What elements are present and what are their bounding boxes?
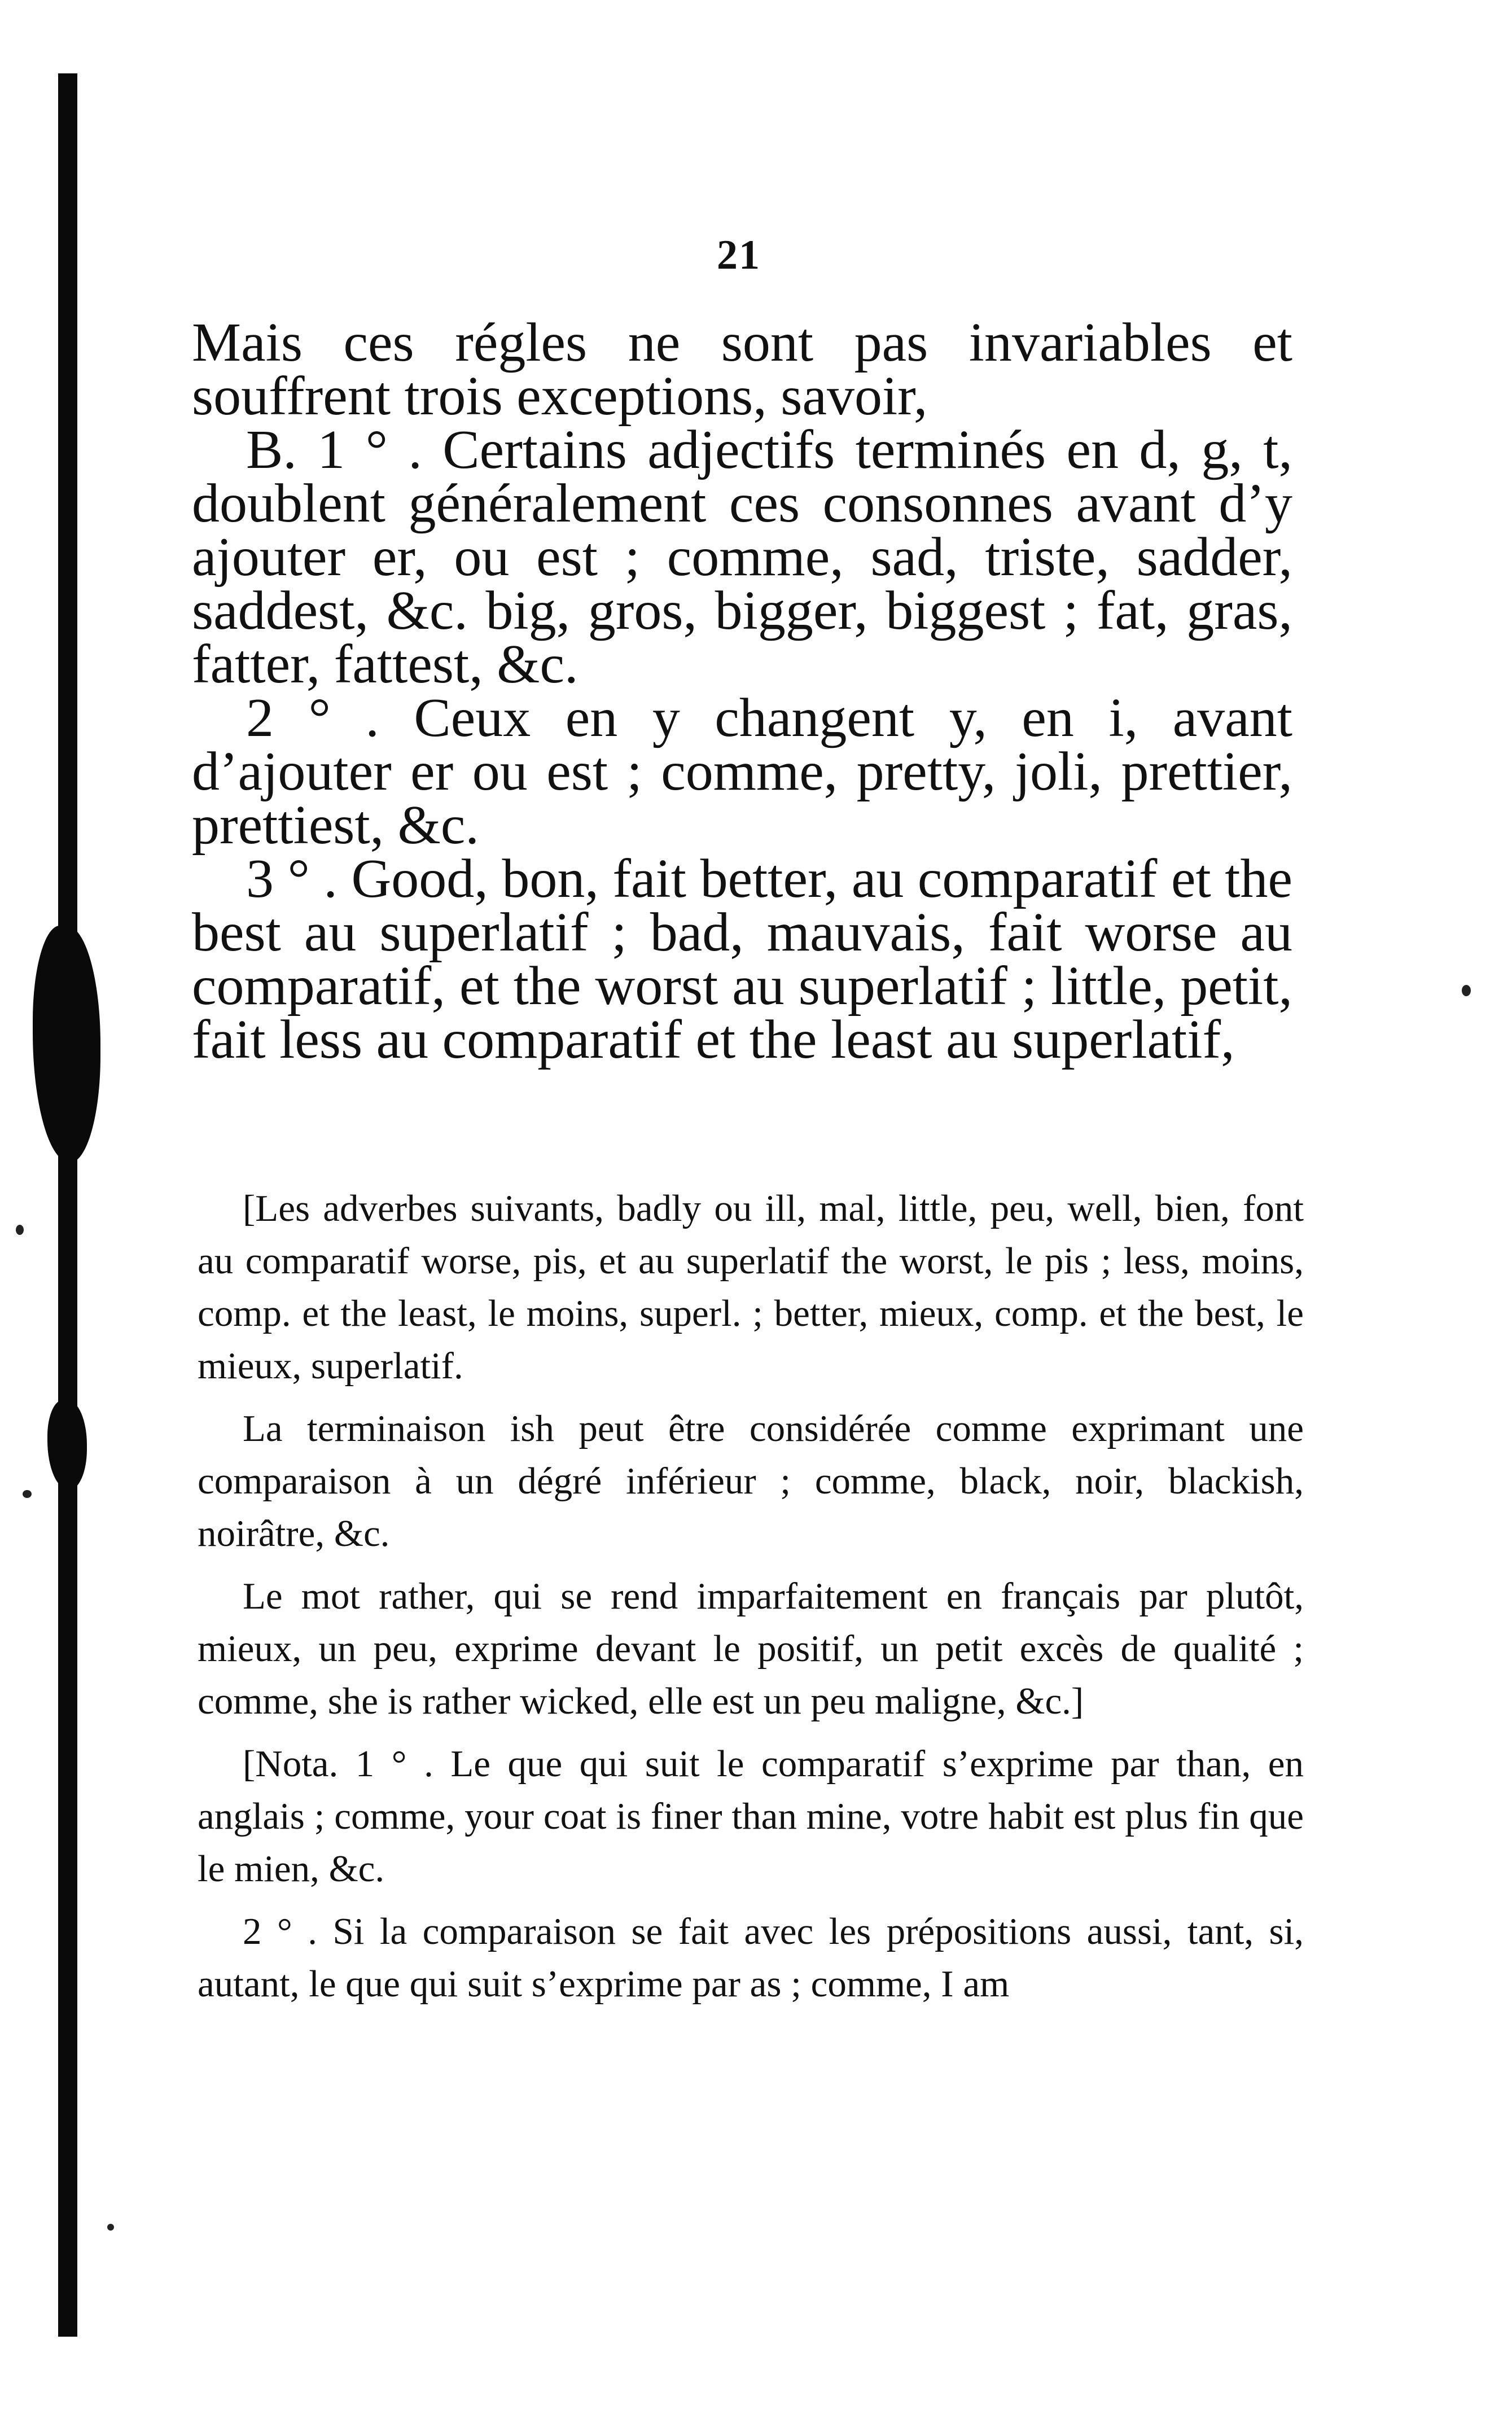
- paragraph: B. 1 ° . Certains adjectifs terminés en d, g, t, doublent généralement ces consonnes avant d’y ajouter er, ou est ; comme, sad, triste, sadder, saddest, &c. big, gros, bigger, biggest ; fat, gras, fatter, fattest, &c.: [192, 419, 1292, 695]
- paragraph: 2 ° . Ceux en y changent y, en i, avant d’ajouter er ou est ; comme, pretty, joli, prettier, prettiest, &c.: [192, 687, 1292, 856]
- ink-speck: [1462, 985, 1471, 996]
- notes-section: [198, 1182, 1304, 2021]
- note-paragraph: [Les adverbes suivants, badly ou ill, mal, little, peu, well, bien, font au comparatif worse, pis, et au superlatif the worst, le pis ; less, moins, comp. et the least, le moins, superl. ; better, mieux, comp. et the best, le mieux, superlatif.: [198, 1188, 1304, 1387]
- page-number: 21: [717, 232, 761, 278]
- ink-speck: [16, 1225, 24, 1235]
- binding-ink-blot: [33, 926, 100, 1163]
- note-paragraph: Le mot rather, qui se rend imparfaitement en français par plutôt, mieux, un peu, exprime devant le positif, un petit excès de qualité ; comme, she is rather wicked, elle est un peu maligne, &c.]: [198, 1575, 1304, 1722]
- binding-shadow: [58, 73, 77, 2337]
- note-paragraph: La terminaison ish peut être considérée comme exprimant une comparaison à un dégré inférieur ; comme, black, noir, blackish, noirâtre, &c.: [198, 1408, 1304, 1554]
- paragraph: 3 ° . Good, bon, fait better, au comparatif et the best au superlatif ; bad, mauvais, fait worse au comparatif, et the worst au superlatif ; little, petit, fait less au comparatif et the least au superlatif,: [192, 848, 1292, 1070]
- paragraph: Mais ces régles ne sont pas invariables et souffrent trois exceptions, savoir,: [192, 312, 1292, 427]
- main-text: [192, 312, 1292, 1070]
- note-paragraph: [Nota. 1 ° . Le que qui suit le comparatif s’exprime par than, en anglais ; comme, your coat is finer than mine, votre habit est plus fin que le mien, &c.: [198, 1743, 1304, 1890]
- ink-speck: [23, 1490, 32, 1498]
- binding-ink-blot: [47, 1400, 87, 1490]
- note-paragraph: 2 ° . Si la comparaison se fait avec les prépositions aussi, tant, si, autant, le que qui suit s’exprime par as ; comme, I am: [198, 1911, 1304, 2005]
- ink-speck: [107, 2224, 114, 2231]
